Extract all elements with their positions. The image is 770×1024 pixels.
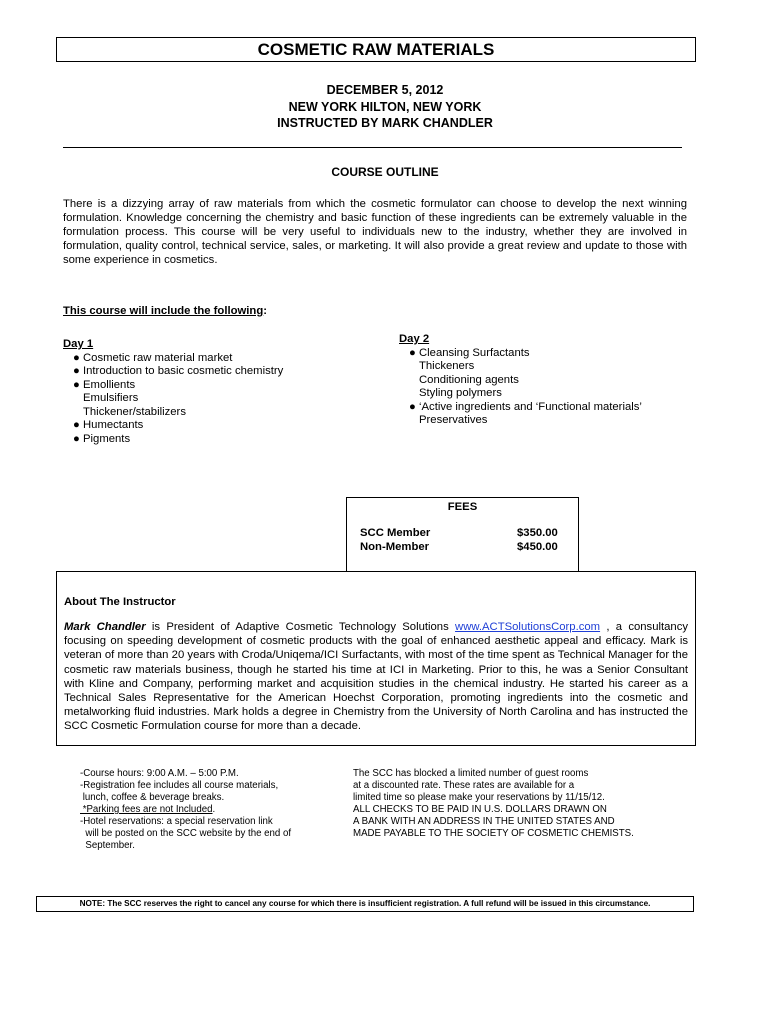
course-topic-item [63,406,283,420]
note-text: will be posted on the SCC website by the end of [80,828,292,839]
payment-note-line: ALL CHECKS TO BE PAID IN U.S. DOLLARS DRAWN ON [353,804,607,815]
course-topic-item [63,365,283,379]
event-header [0,82,770,132]
topic-text: Emulsifiers [83,392,139,404]
course-topic-item [63,379,283,393]
fees-box [346,497,579,572]
logistics-note-line [80,840,340,852]
bullet-icon: ● [409,400,416,413]
includes-heading-colon: : [263,305,267,317]
instructor-name: Mark Chandler [64,621,146,633]
course-topic-item [63,419,283,433]
instructor-bio-text-2: , a consultancy focusing on speeding development of cosmetic products with the goal of enhanced aesthetic appeal and efficacy. Mark is veteran of more than 20 years with Croda/Uniqema/ICI Surfactants, with most of the time spent as Technical Manager for the cosmetic raw materials business, though he started his time at ICI in Marketing. Prior to this, he was a Senior Consultant with Kline and Company, performing market and acquisition studies in the chemical industry. He started his career as a Technical Sales Representative for the American Hoechst Corporation, promoting ingredients into the cosmetic and metalworking fluid industries. Mark holds a degree in Chemistry from the University of North Carolina and has instructed the SCC Cosmetic Formulation course for more than a decade. [64,621,688,733]
course-topic-item [399,387,642,401]
day1-list [63,338,283,446]
fee-amount: $450.00 [517,541,558,553]
instructor-website-link[interactable]: www.ACTSolutionsCorp.com [455,621,601,633]
note-text: -Hotel reservations: a special reservation link [80,816,273,827]
course-topic-item [63,392,283,406]
logistics-note-line [80,804,340,816]
topic-text: Emollients [83,378,136,391]
note-text: September. [80,840,135,851]
note-text: -Course hours: 9:00 A.M. – 5:00 P.M. [80,768,239,779]
fee-row-member [360,527,560,539]
event-instructor: INSTRUCTED BY MARK CHANDLER [277,116,493,130]
payment-note-line: at a discounted rate. These rates are available for a [353,780,575,791]
day1-label: Day 1 [63,338,94,350]
topic-text: Thickener/stabilizers [83,405,186,418]
fee-row-nonmember [360,541,560,553]
includes-heading [63,305,267,317]
bullet-icon: ● [73,419,80,431]
instructor-box [56,571,696,746]
fees-title: FEES [447,501,478,513]
course-topic-item [63,352,283,366]
logistics-note-line [80,792,340,804]
course-logistics-notes [80,768,340,852]
logistics-note-line [80,768,340,780]
topic-text: Humectants [83,419,144,431]
note-suffix: . [212,804,216,815]
day2-list [399,333,642,428]
fee-label: SCC Member [360,527,431,539]
course-intro-paragraph: There is a dizzying array of raw materials from which the cosmetic formulator can choose to develop the next winning formulation. Knowledge concerning the chemistry and basic function of these ingredients can be extremely valuable in the formulation process. This course will be very useful to individuals new to the industry, whether they are involved in formulation, quality control, technical service, sales, or marketing. It will also provide a great review and update to those with some experience in cosmetics. [63,198,687,266]
includes-heading-text: This course will include the following [63,305,264,317]
topic-text: Introduction to basic cosmetic chemistry [83,365,284,377]
event-location: NEW YORK HILTON, NEW YORK [288,99,482,114]
note-text: -Registration fee includes all course materials, [80,780,279,791]
topic-text: Pigments [83,432,131,445]
logistics-note-line [80,828,340,840]
topic-text: Styling polymers [419,387,502,399]
topic-text: Thickeners [419,360,475,372]
header-divider [63,147,682,148]
course-topic-item [63,433,283,447]
payment-note-line: limited time so please make your reservations by 11/15/12. [353,792,605,803]
course-topic-item [399,347,642,361]
cancellation-note: NOTE: The SCC reserves the right to cancel any course for which there is insufficient registration. A full refund will be issued in this circumstance. [36,896,694,912]
bullet-icon: ● [73,432,80,445]
bullet-icon: ● [73,365,80,377]
bullet-icon: ● [409,346,416,359]
logistics-note-line [80,816,340,828]
course-topic-item [399,360,642,374]
bullet-icon: ● [73,351,80,364]
fee-amount: $350.00 [517,527,558,539]
logistics-note-line [80,780,340,792]
payment-note-line: The SCC has blocked a limited number of guest rooms [353,768,589,779]
topic-text: Cosmetic raw material market [83,351,233,364]
bullet-icon: ● [73,378,80,391]
event-date: DECEMBER 5, 2012 [326,83,444,97]
course-topic-item [399,401,642,415]
instructor-bio [64,620,688,734]
course-topic-item [399,374,642,388]
payment-notes [353,768,683,840]
course-outline-title: COURSE OUTLINE [331,165,439,179]
instructor-heading: About The Instructor [64,596,176,608]
day2-label: Day 2 [399,333,430,345]
course-topic-item [399,414,642,428]
topic-text: Conditioning agents [419,373,519,386]
topic-text: ‘Active ingredients and ‘Functional materials’ [419,400,642,413]
payment-note-line: MADE PAYABLE TO THE SOCIETY OF COSMETIC CHEMISTS. [353,828,634,839]
note-text: lunch, coffee & beverage breaks. [80,792,225,803]
fee-label: Non-Member [360,541,430,553]
topic-text: Cleansing Surfactants [419,346,530,359]
document-title: COSMETIC RAW MATERIALS [56,37,696,62]
note-text: *Parking fees are not Included [80,804,213,815]
topic-text: Preservatives [419,414,488,426]
instructor-bio-text-1: is President of Adaptive Cosmetic Technology Solutions [145,621,456,633]
payment-note-line: A BANK WITH AN ADDRESS IN THE UNITED STATES AND [353,816,615,827]
